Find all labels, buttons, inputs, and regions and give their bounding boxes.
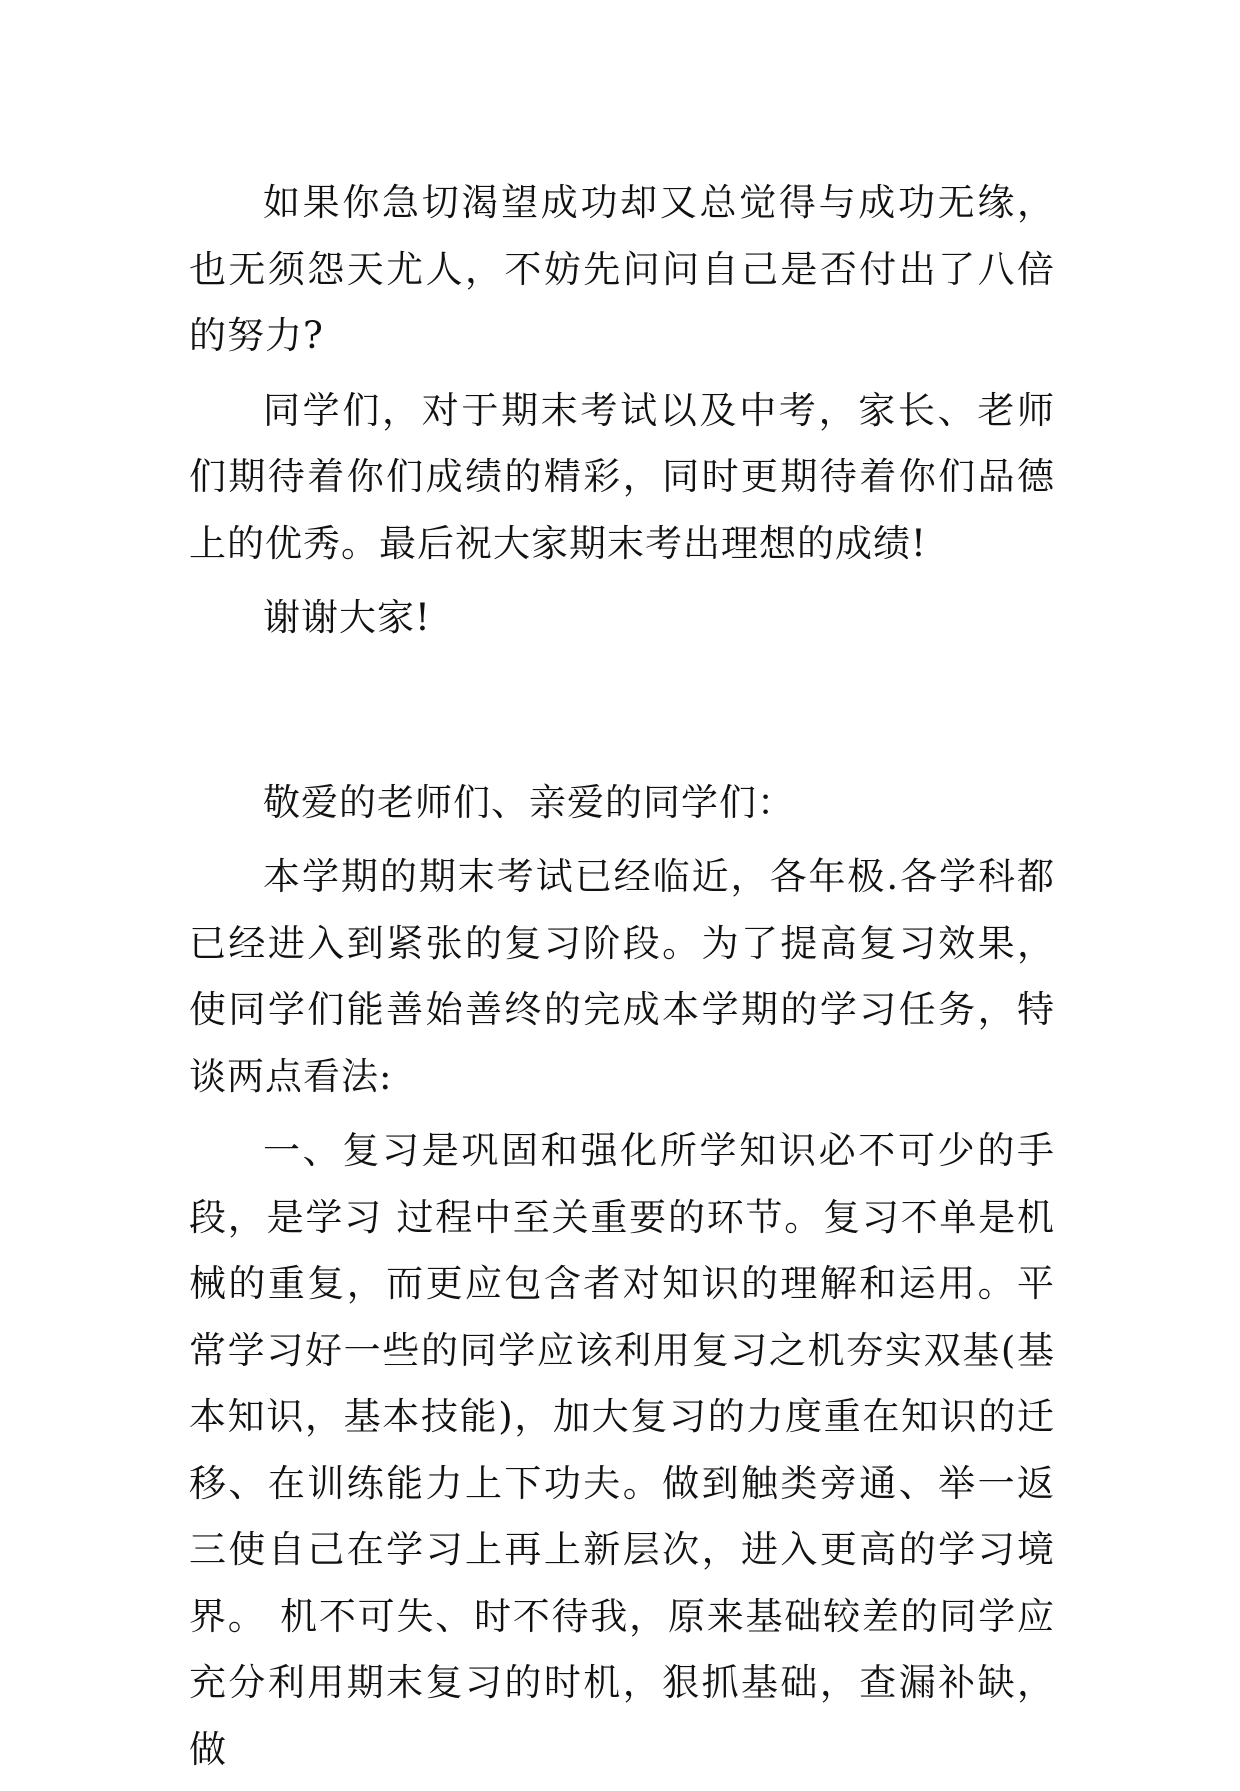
paragraph: 本学期的期末考试已经临近，各年极.各学科都已经进入到紧张的复习阶段。为了提高复习效果，使同学们能善始善终的完成本学期的学习任务，特谈两点看法: bbox=[189, 855, 1055, 1098]
section-gap bbox=[189, 660, 1055, 770]
paragraph: 如果你急切渴望成功却又总觉得与成功无缘，也无须怨天尤人，不妨先问问自己是否付出了八倍的努力? bbox=[189, 181, 1055, 357]
paragraph: 同学们，对于期末考试以及中考，家长、老师们期待着你们成绩的精彩，同时更期待着你们品德上的优秀。最后祝大家期末考出理想的成绩! bbox=[189, 388, 1055, 565]
greeting: 敬爱的老师们、亲爱的同学们： bbox=[263, 780, 795, 824]
paragraph: 谢谢大家! bbox=[263, 596, 431, 639]
paragraph: 一、复习是巩固和强化所学知识必不可少的手段，是学习 过程中至关重要的环节。复习不单是机械的重复，而更应包含者对知识的理解和运用。平常学习好一些的同学应该利用复习之机夯实双基(基本知识，基本技能)，加大复习的力度重在知识的迁移、在训练能力上下功夫。做到触类旁通、举一返三使自己在学习上再上新层次，进入更高的学习境界。 机不可失、时不待我，原来基础较差的同学应充分利用期末复习的时机，狠抓基础，查漏补缺，做 bbox=[189, 1129, 1055, 1771]
document-body bbox=[189, 170, 1055, 1791]
